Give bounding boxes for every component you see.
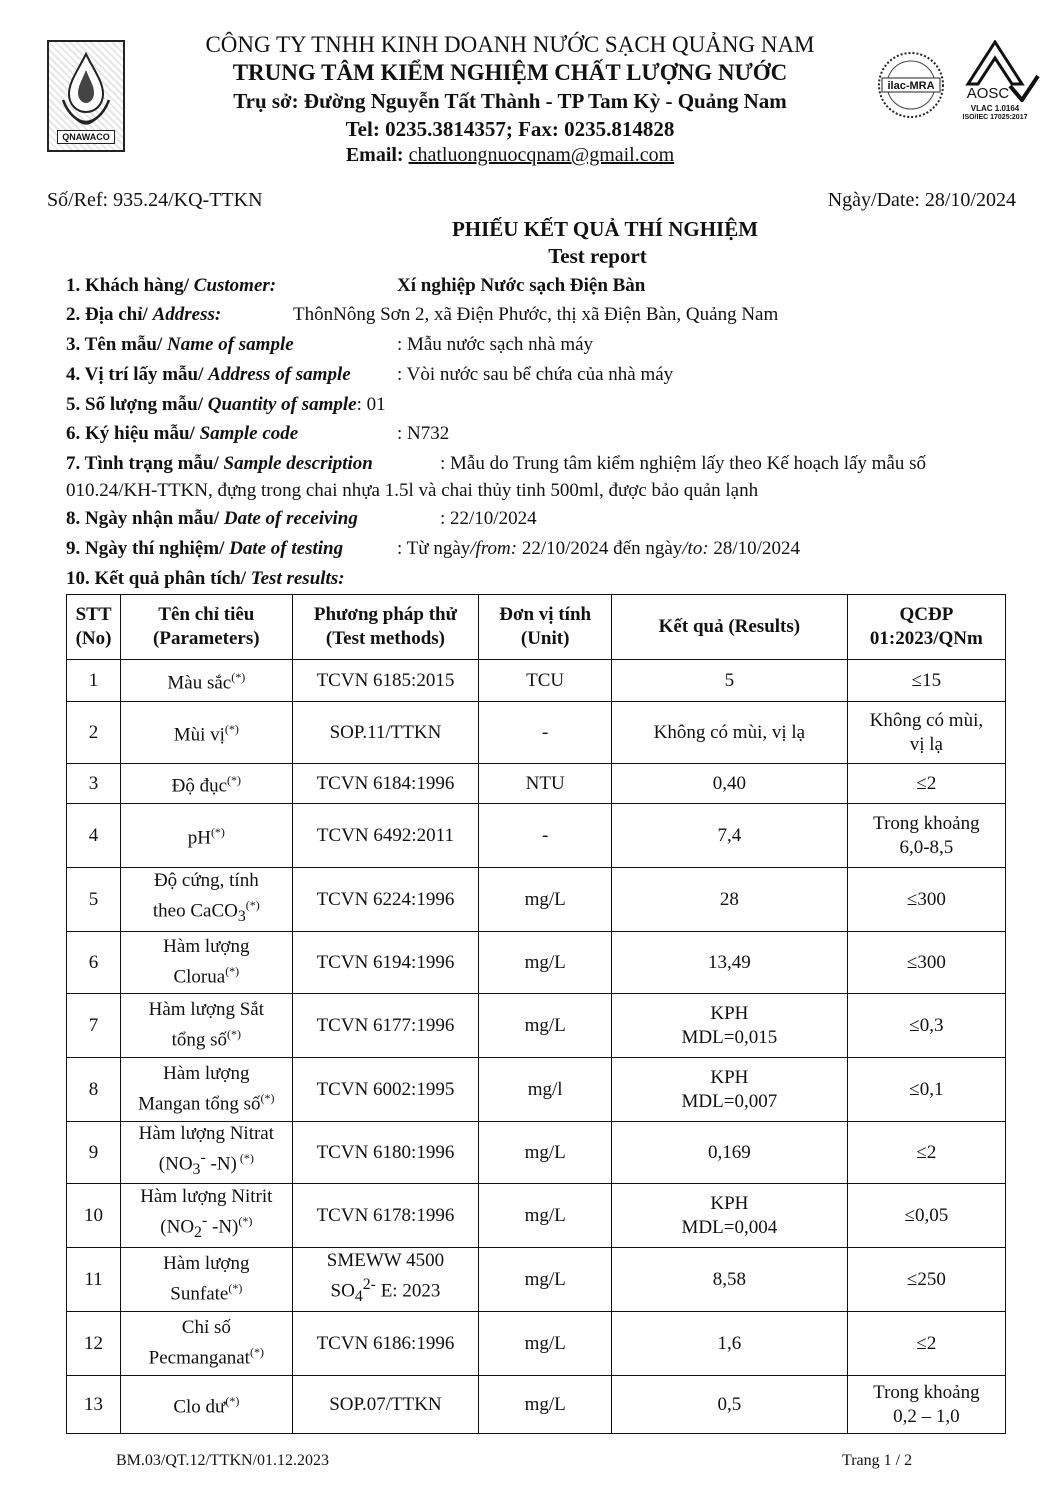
cell-method-line: SOP.11/TTKN <box>329 721 442 743</box>
cell-no: 6 <box>67 932 121 994</box>
cell-method <box>292 804 479 868</box>
testing-date-line <box>66 538 343 560</box>
table-row <box>67 804 1006 868</box>
cell-result <box>612 804 848 868</box>
cell-parameter <box>121 1312 292 1376</box>
cell-result-line: 0,169 <box>708 1141 751 1163</box>
testing-date-value <box>397 538 800 560</box>
cell-method <box>292 1248 479 1312</box>
company-phone: Tel: 0235.3814357; Fax: 0235.814828 <box>345 117 675 141</box>
sample-location-line <box>66 364 351 386</box>
header-line: (Test methods) <box>325 628 445 649</box>
cell-limit-line: ≤2 <box>916 1332 937 1354</box>
cell-parameter <box>121 868 292 932</box>
cell-method-line: TCVN 6184:1996 <box>316 772 455 794</box>
accredited-marker: (*) <box>225 1394 240 1409</box>
cell-limit <box>847 702 1005 764</box>
accredited-marker: (*) <box>225 964 240 979</box>
vlac-line1: VLAC 1.0164 <box>970 104 1020 113</box>
cell-method-line: $SO_4^{2-}$ E: 2023 <box>330 1276 441 1306</box>
table-row <box>67 1122 1006 1184</box>
cell-unit: TCU <box>479 660 612 702</box>
sample-quantity-line <box>66 394 386 416</box>
cell-parameter-line: Pecmanganat(*) <box>148 1345 264 1369</box>
cell-limit-line: ≤0,05 <box>904 1204 949 1226</box>
sample-quantity-value: : 01 <box>356 394 386 415</box>
page-number: Trang 1 / 2 <box>842 1452 913 1469</box>
testing-from-label-en: /from: <box>470 538 518 559</box>
cell-parameter <box>121 764 292 804</box>
vlac-line2: ISO/IEC 17025:2017 <box>962 114 1028 121</box>
cell-method <box>292 1312 479 1376</box>
sample-name-line <box>66 334 294 356</box>
cell-result <box>612 660 848 702</box>
cell-no: 10 <box>67 1184 121 1248</box>
cell-result-line: KPH <box>710 1192 749 1214</box>
cell-parameter-line: Hàm lượng Nitrit <box>140 1186 273 1208</box>
cell-method-line: TCVN 6186:1996 <box>316 1332 455 1354</box>
cell-limit <box>847 804 1005 868</box>
customer-line <box>66 275 276 297</box>
cell-result-line: 5 <box>724 669 735 691</box>
report-title: PHIẾU KẾT QUẢ THÍ NGHIỆM <box>451 217 759 241</box>
cell-parameter-line: Hàm lượng <box>163 936 250 958</box>
company-address: Trụ sở: Đường Nguyễn Tất Thành - TP Tam Kỳ - Quảng Nam <box>233 89 787 113</box>
cell-result-line: KPH <box>710 1002 749 1024</box>
cell-parameter <box>121 660 292 702</box>
cell-result <box>612 702 848 764</box>
accredited-marker: (*) <box>224 722 239 737</box>
company-email-line <box>150 144 870 167</box>
cell-limit <box>847 932 1005 994</box>
cell-method-line: TCVN 6177:1996 <box>316 1014 455 1036</box>
cell-limit <box>847 1058 1005 1122</box>
header-line: (No) <box>75 628 112 649</box>
table-row <box>67 994 1006 1058</box>
table-row <box>67 932 1006 994</box>
header-unit <box>479 595 612 660</box>
cell-no: 5 <box>67 868 121 932</box>
header-method <box>292 595 479 660</box>
cell-result-line: 13,49 <box>708 951 751 973</box>
cell-result <box>612 764 848 804</box>
cell-parameter-line: Hàm lượng <box>163 1063 250 1085</box>
receive-date-label-en: Date of receiving <box>223 508 358 529</box>
table-row <box>67 1376 1006 1434</box>
logo-text: QNAWACO <box>57 130 115 144</box>
cell-result <box>612 868 848 932</box>
accredited-marker: (*) <box>236 1151 254 1166</box>
cell-unit: mg/L <box>479 1312 612 1376</box>
cell-unit: mg/L <box>479 1376 612 1434</box>
receive-date-line <box>66 508 358 530</box>
cell-no: 9 <box>67 1122 121 1184</box>
cell-limit <box>847 1122 1005 1184</box>
sample-name-label: 3. Tên mẫu/ <box>66 334 168 355</box>
cell-unit: mg/L <box>479 1248 612 1312</box>
cell-limit <box>847 994 1005 1058</box>
header-line: Phương pháp thử <box>313 604 458 625</box>
cell-no: 13 <box>67 1376 121 1434</box>
aosc-text: AOSC <box>966 85 1010 102</box>
cell-no: 12 <box>67 1312 121 1376</box>
cell-parameter-line: theo CaCO$_3$(*) <box>152 898 260 926</box>
cell-no: 4 <box>67 804 121 868</box>
cell-parameter-line: pH(*) <box>187 825 225 849</box>
sample-code-label: 6. Ký hiệu mẫu/ <box>66 423 200 444</box>
cell-result-line: 8,58 <box>712 1268 746 1290</box>
table-row <box>67 702 1006 764</box>
cell-limit <box>847 1376 1005 1434</box>
cell-method <box>292 994 479 1058</box>
header-line: (Parameters) <box>153 628 260 649</box>
cell-parameter-line: Hàm lượng Sắt <box>148 999 264 1021</box>
accredited-marker: (*) <box>238 1214 253 1229</box>
sample-code-label-en: Sample code <box>199 423 299 444</box>
testing-from-date: 22/10/2024 đến ngày <box>517 538 683 559</box>
cell-parameter-line: Chỉ số <box>181 1317 231 1339</box>
cell-parameter-line: ($NO_3^-$ -N) (*) <box>158 1149 254 1179</box>
header-parameter <box>121 595 292 660</box>
cell-unit: mg/L <box>479 868 612 932</box>
cell-result <box>612 1312 848 1376</box>
cell-parameter <box>121 1376 292 1434</box>
reference-number: Số/Ref: 935.24/KQ-TTKN <box>47 189 263 211</box>
address-label: 2. Địa chỉ/ <box>66 304 153 325</box>
cell-parameter <box>121 1184 292 1248</box>
cell-method-line: TCVN 6492:2011 <box>316 824 454 846</box>
sample-name-value: : Mẫu nước sạch nhà máy <box>397 334 594 355</box>
header-limit <box>847 595 1005 660</box>
cell-method-line: SMEWW 4500 <box>326 1250 445 1272</box>
table-row <box>67 764 1006 804</box>
ilac-mra-logo <box>876 50 946 120</box>
cell-unit: mg/L <box>479 1184 612 1248</box>
cell-result-line: 28 <box>719 888 739 910</box>
address-label-en: Address: <box>152 304 222 325</box>
cell-parameter-line: tổng số(*) <box>171 1027 242 1051</box>
cell-limit <box>847 868 1005 932</box>
cell-parameter-line: Clo dư(*) <box>173 1394 240 1418</box>
cell-result <box>612 1248 848 1312</box>
header-result <box>612 595 848 660</box>
form-code: BM.03/QT.12/TTKN/01.12.2023 <box>116 1452 330 1469</box>
cell-result-line: 0,40 <box>712 772 746 794</box>
testing-date-label: 9. Ngày thí nghiệm/ <box>66 538 230 559</box>
results-table <box>66 594 1006 1434</box>
company-logo <box>47 40 125 152</box>
email-link[interactable]: chatluongnuocqnam@gmail.com <box>408 144 675 166</box>
sample-quantity-label: 5. Số lượng mẫu/ <box>66 394 208 415</box>
table-body <box>67 660 1006 1434</box>
receive-date-label: 8. Ngày nhận mẫu/ <box>66 508 224 529</box>
table-row <box>67 868 1006 932</box>
header-line: (Unit) <box>520 628 570 649</box>
cell-method <box>292 1184 479 1248</box>
header-line: Kết quả (Results) <box>658 616 801 637</box>
cell-no: 1 <box>67 660 121 702</box>
cell-result <box>612 1376 848 1434</box>
cell-parameter-line: Độ đục(*) <box>171 773 242 797</box>
testing-to-date: 28/10/2024 <box>708 538 800 559</box>
sample-name-label-en: Name of sample <box>167 334 294 355</box>
address-line <box>66 304 221 326</box>
cell-parameter <box>121 1248 292 1312</box>
cell-limit <box>847 1312 1005 1376</box>
cell-parameter-line: Sunfate(*) <box>170 1281 243 1305</box>
cell-limit-line: 0,2 – 1,0 <box>893 1405 960 1427</box>
cell-result-line: KPH <box>710 1066 749 1088</box>
accredited-marker: (*) <box>228 1281 243 1296</box>
sample-desc-value-1: : Mẫu do Trung tâm kiểm nghiệm lấy theo Kế hoạch lấy mẫu số <box>440 453 927 474</box>
cell-parameter-line: Hàm lượng <box>163 1253 250 1275</box>
header-no <box>67 595 121 660</box>
email-label: Email: <box>345 144 409 166</box>
cell-result-line: 0,5 <box>717 1393 742 1415</box>
cell-limit <box>847 1184 1005 1248</box>
cell-unit: mg/L <box>479 932 612 994</box>
customer-label: 1. Khách hàng/ <box>66 275 194 296</box>
customer-label-en: Customer: <box>193 275 277 296</box>
cell-method <box>292 1058 479 1122</box>
cell-parameter-line: Mùi vị(*) <box>173 722 239 746</box>
sample-desc-label: 7. Tình trạng mẫu/ <box>66 453 224 474</box>
accredited-marker: (*) <box>260 1091 275 1106</box>
cell-method-line: TCVN 6178:1996 <box>316 1204 455 1226</box>
sample-location-label: 4. Vị trí lấy mẫu/ <box>66 364 209 385</box>
cell-unit: mg/l <box>479 1058 612 1122</box>
testing-from-label: : Từ ngày <box>397 538 471 559</box>
address-value: ThônNông Sơn 2, xã Điện Phước, thị xã Điện Bàn, Quảng Nam <box>293 304 779 325</box>
cell-parameter-line: Độ cứng, tính <box>153 870 259 892</box>
cell-method <box>292 1122 479 1184</box>
cell-result <box>612 994 848 1058</box>
accredited-marker: (*) <box>245 898 260 913</box>
accredited-marker: (*) <box>231 670 246 685</box>
cell-limit-line: Trong khoảng <box>873 812 980 834</box>
sample-quantity-label-en: Quantity of sample <box>207 394 357 415</box>
cell-parameter <box>121 804 292 868</box>
sample-location-label-en: Address of sample <box>208 364 351 385</box>
cell-limit-line: Không có mùi, <box>869 709 984 731</box>
cell-limit <box>847 1248 1005 1312</box>
results-label-en: Test results: <box>250 568 345 589</box>
receive-date-value: : 22/10/2024 <box>440 508 537 529</box>
cell-result-line: MDL=0,007 <box>681 1090 778 1112</box>
report-subtitle: Test report <box>548 244 647 268</box>
cell-limit-line: ≤2 <box>916 772 937 794</box>
cell-unit: mg/L <box>479 1122 612 1184</box>
cell-unit: mg/L <box>479 994 612 1058</box>
cell-method-line: TCVN 6185:2015 <box>316 669 455 691</box>
cell-result <box>612 1184 848 1248</box>
results-heading <box>66 568 345 590</box>
cell-no: 11 <box>67 1248 121 1312</box>
accredited-marker: (*) <box>210 825 225 840</box>
cell-unit: NTU <box>479 764 612 804</box>
testing-date-label-en: Date of testing <box>229 538 344 559</box>
cell-limit-line: ≤300 <box>906 951 946 973</box>
cell-parameter <box>121 1058 292 1122</box>
table-row <box>67 1248 1006 1312</box>
table-header-row <box>67 595 1006 660</box>
ilac-mra-icon <box>876 50 946 120</box>
cell-parameter-line: Hàm lượng Nitrat <box>138 1123 275 1145</box>
cell-limit-line: ≤300 <box>906 888 946 910</box>
sample-location-value: : Vòi nước sau bể chứa của nhà máy <box>397 364 674 385</box>
table-row <box>67 1058 1006 1122</box>
table-row <box>67 660 1006 702</box>
cell-result-line: Không có mùi, vị lạ <box>653 721 806 743</box>
cell-method-line: TCVN 6180:1996 <box>316 1141 455 1163</box>
accredited-marker: (*) <box>227 1027 242 1042</box>
sample-code-line <box>66 423 298 445</box>
cell-result-line: MDL=0,004 <box>681 1216 778 1238</box>
cell-parameter <box>121 932 292 994</box>
cell-limit-line: ≤250 <box>906 1268 946 1290</box>
cell-limit-line: ≤15 <box>911 669 942 691</box>
cell-unit: - <box>479 804 612 868</box>
cell-method <box>292 932 479 994</box>
cell-method <box>292 702 479 764</box>
sample-code-value: : N732 <box>397 423 450 444</box>
ilac-text: ilac-MRA <box>887 80 935 92</box>
cell-result <box>612 1122 848 1184</box>
cell-method-line: TCVN 6224:1996 <box>316 888 455 910</box>
cell-no: 3 <box>67 764 121 804</box>
cell-method <box>292 1376 479 1434</box>
cell-result-line: 7,4 <box>717 824 742 846</box>
cell-limit-line: Trong khoảng <box>873 1381 980 1403</box>
cell-no: 2 <box>67 702 121 764</box>
cell-parameter-line: ($NO_2^-$ -N)(*) <box>160 1212 253 1242</box>
cell-parameter-line: Clorua(*) <box>173 964 240 988</box>
header-line: STT <box>75 604 112 625</box>
cell-parameter-line: Màu sắc(*) <box>167 670 246 694</box>
header-line: Đơn vị tính <box>499 604 592 625</box>
customer-value <box>397 275 645 297</box>
cell-method <box>292 868 479 932</box>
results-label: 10. Kết quả phân tích/ <box>66 568 251 589</box>
cell-limit <box>847 660 1005 702</box>
aosc-logo <box>950 40 1040 135</box>
cell-no: 8 <box>67 1058 121 1122</box>
water-drop-icon <box>55 50 117 130</box>
cell-method-line: TCVN 6002:1995 <box>316 1078 455 1100</box>
header-line: QCĐP <box>899 604 954 625</box>
cell-limit-line: ≤0,3 <box>909 1014 944 1036</box>
accredited-marker: (*) <box>249 1345 264 1360</box>
cell-method <box>292 660 479 702</box>
aosc-mark-icon <box>950 40 1040 102</box>
cell-limit-line: ≤2 <box>916 1141 937 1163</box>
report-date: Ngày/Date: 28/10/2024 <box>827 189 1016 211</box>
cell-result-line: MDL=0,015 <box>681 1026 778 1048</box>
header-line: 01:2023/QNm <box>869 628 983 649</box>
cell-result-line: 1,6 <box>717 1332 742 1354</box>
header-line: Tên chỉ tiêu <box>158 604 255 625</box>
cell-method-line: SOP.07/TTKN <box>329 1393 442 1415</box>
table-row <box>67 1312 1006 1376</box>
cell-limit-line: ≤0,1 <box>909 1078 944 1100</box>
cell-result <box>612 932 848 994</box>
sample-desc-value-2: 010.24/KH-TTKN, đựng trong chai nhựa 1.5l và chai thủy tinh 500ml, được bảo quản lạnh <box>66 480 759 501</box>
company-name: CÔNG TY TNHH KINH DOANH NƯỚC SẠCH QUẢNG NAM <box>205 32 815 57</box>
cell-limit-line: vị lạ <box>909 733 943 755</box>
cell-parameter <box>121 1122 292 1184</box>
customer-name: Xí nghiệp Nước sạch Điện Bàn <box>397 275 646 296</box>
cell-result <box>612 1058 848 1122</box>
cell-limit <box>847 764 1005 804</box>
cell-parameter <box>121 702 292 764</box>
accredited-marker: (*) <box>227 773 242 788</box>
cell-method <box>292 764 479 804</box>
sample-desc-label-en: Sample description <box>223 453 373 474</box>
table-row <box>67 1184 1006 1248</box>
cell-parameter <box>121 994 292 1058</box>
center-name: TRUNG TÂM KIỂM NGHIỆM CHẤT LƯỢNG NƯỚC <box>232 60 788 85</box>
sample-desc-line <box>66 453 373 475</box>
cell-limit-line: 6,0-8,5 <box>899 836 954 858</box>
cell-parameter-line: Mangan tổng số(*) <box>138 1091 275 1115</box>
cell-no: 7 <box>67 994 121 1058</box>
testing-to-label-en: /to: <box>682 538 709 559</box>
cell-method-line: TCVN 6194:1996 <box>316 951 455 973</box>
cell-unit: - <box>479 702 612 764</box>
